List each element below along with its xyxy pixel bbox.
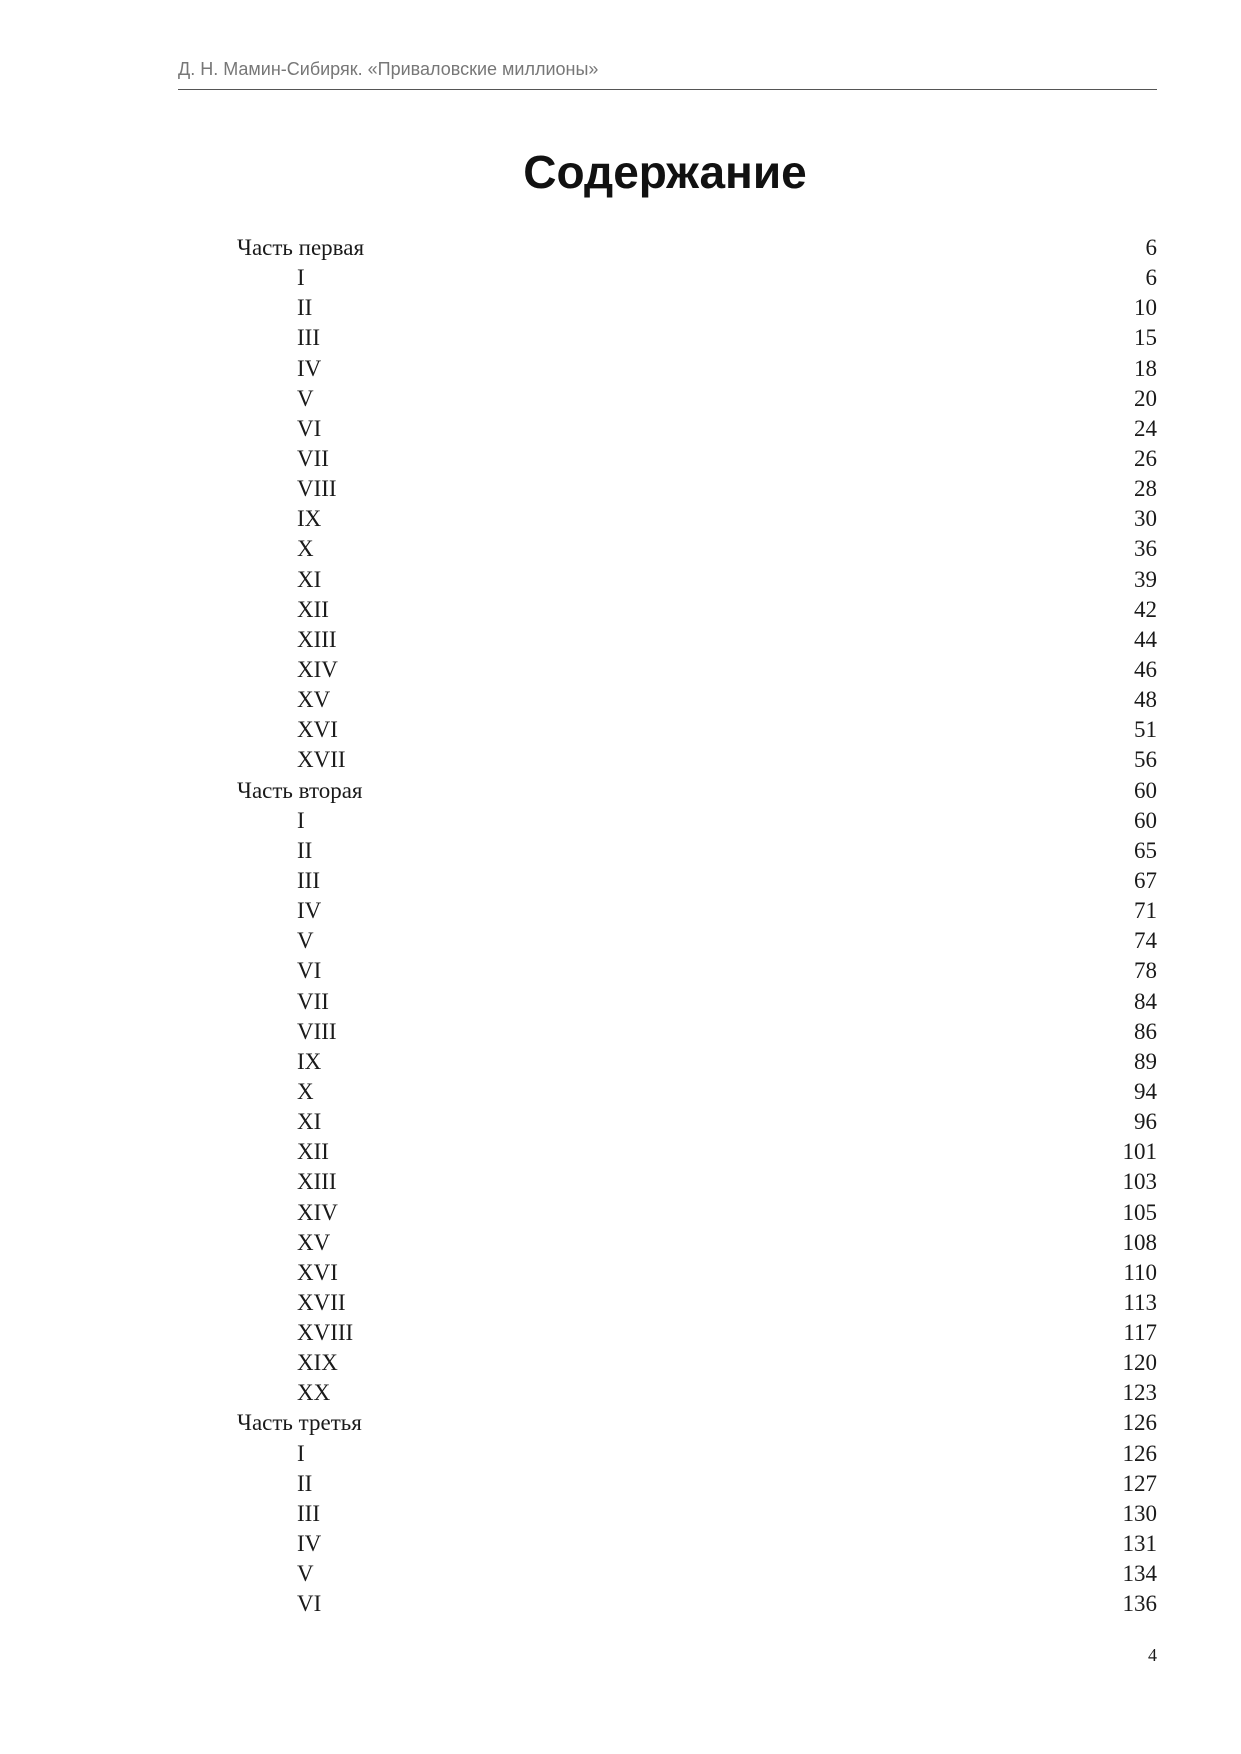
toc-entry-page-number: 48 (1134, 687, 1157, 713)
toc-entry-label: V (297, 385, 314, 411)
toc-chapter-entry[interactable] (237, 655, 1157, 685)
toc-chapter-entry[interactable] (237, 836, 1157, 866)
toc-chapter-entry[interactable] (237, 1318, 1157, 1348)
toc-entry-page-number: 126 (1122, 1440, 1157, 1466)
toc-entry-page-number: 6 (1145, 235, 1157, 260)
toc-entry-label: IV (297, 1531, 322, 1557)
toc-chapter-entry[interactable] (237, 685, 1157, 715)
toc-entry-page-number: 56 (1134, 747, 1157, 773)
toc-chapter-entry[interactable] (237, 926, 1157, 956)
toc-entry-page-number: 51 (1134, 717, 1157, 743)
toc-chapter-entry[interactable] (237, 987, 1157, 1017)
toc-entry-label: XVII (297, 1289, 346, 1315)
toc-entry-page-number: 60 (1134, 777, 1157, 803)
toc-entry-page-number: 46 (1134, 656, 1157, 682)
toc-entry-label: Часть вторая (237, 777, 363, 803)
toc-chapter-entry[interactable] (237, 1559, 1157, 1589)
toc-entry-label: XVIII (297, 1320, 354, 1346)
toc-chapter-entry[interactable] (237, 1137, 1157, 1167)
toc-entry-page-number: 134 (1122, 1561, 1157, 1587)
toc-entry-page-number: 20 (1134, 385, 1157, 411)
toc-entry-label: XI (297, 566, 322, 592)
toc-entry-label: XVI (297, 1259, 338, 1285)
toc-chapter-entry[interactable] (237, 1258, 1157, 1288)
toc-entry-page-number: 101 (1122, 1139, 1157, 1165)
toc-entry-page-number: 105 (1122, 1199, 1157, 1225)
toc-entry-page-number: 127 (1122, 1470, 1157, 1496)
toc-entry-page-number: 30 (1134, 506, 1157, 532)
toc-entry-label: XI (297, 1109, 322, 1135)
toc-chapter-entry[interactable] (237, 354, 1157, 384)
toc-entry-label: VIII (297, 476, 337, 502)
toc-entry-label: X (297, 536, 314, 562)
toc-entry-label: II (297, 295, 313, 321)
toc-entry-page-number: 131 (1122, 1531, 1157, 1557)
toc-entry-page-number: 74 (1134, 928, 1157, 954)
toc-entry-label: IX (297, 506, 322, 532)
toc-entry-label: X (297, 1078, 314, 1104)
toc-chapter-entry[interactable] (237, 1077, 1157, 1107)
toc-entry-label: V (297, 928, 314, 954)
toc-entry-label: IX (297, 1048, 322, 1074)
toc-entry-page-number: 36 (1134, 536, 1157, 562)
toc-chapter-entry[interactable] (237, 625, 1157, 655)
toc-entry-label: II (297, 1470, 313, 1496)
toc-entry-label: VII (297, 988, 329, 1014)
toc-chapter-entry[interactable] (237, 1589, 1157, 1619)
toc-chapter-entry[interactable] (237, 1348, 1157, 1378)
toc-entry-label: III (297, 867, 320, 893)
toc-entry-page-number: 18 (1134, 355, 1157, 381)
toc-entry-label: I (297, 265, 305, 291)
toc-entry-page-number: 94 (1134, 1078, 1157, 1104)
toc-chapter-entry[interactable] (237, 504, 1157, 534)
toc-entry-page-number: 110 (1123, 1259, 1157, 1285)
toc-entry-label: XX (297, 1380, 331, 1406)
toc-entry-label: XIV (297, 656, 338, 682)
toc-chapter-entry[interactable] (237, 534, 1157, 564)
toc-chapter-entry[interactable] (237, 565, 1157, 595)
toc-entry-label: IV (297, 355, 322, 381)
toc-chapter-entry[interactable] (237, 384, 1157, 414)
toc-entry-label: XII (297, 596, 329, 622)
toc-entry-label: XIII (297, 1169, 337, 1195)
toc-chapter-entry[interactable] (237, 1107, 1157, 1137)
toc-entry-page-number: 78 (1134, 958, 1157, 984)
toc-chapter-entry[interactable] (237, 745, 1157, 775)
toc-chapter-entry[interactable] (237, 1378, 1157, 1408)
toc-entry-page-number: 6 (1145, 265, 1157, 291)
toc-chapter-entry[interactable] (237, 1499, 1157, 1529)
page-number: 4 (1148, 1645, 1157, 1665)
running-header: Д. Н. Мамин-Сибиряк. «Приваловские миллионы» (178, 59, 599, 79)
toc-entry-page-number: 10 (1134, 295, 1157, 321)
toc-entry-label: XIII (297, 626, 337, 652)
toc-entry-label: Часть третья (237, 1410, 362, 1436)
toc-entry-label: VII (297, 445, 329, 471)
toc-entry-label: Часть первая (237, 235, 365, 260)
toc-chapter-entry[interactable] (237, 1017, 1157, 1047)
toc-chapter-entry[interactable] (237, 956, 1157, 986)
toc-entry-page-number: 28 (1134, 476, 1157, 502)
toc-entry-label: XVII (297, 747, 346, 773)
toc-entry-label: III (297, 325, 320, 351)
toc-entry-page-number: 71 (1134, 898, 1157, 924)
toc-chapter-entry[interactable] (237, 263, 1157, 293)
toc-entry-label: VIII (297, 1018, 337, 1044)
toc-chapter-entry[interactable] (237, 1439, 1157, 1469)
toc-entry-label: III (297, 1500, 320, 1526)
toc-chapter-entry[interactable] (237, 715, 1157, 745)
toc-chapter-entry[interactable] (237, 323, 1157, 353)
toc-entry-page-number: 60 (1134, 807, 1157, 833)
toc-entry-page-number: 89 (1134, 1048, 1157, 1074)
page-title: Содержание (523, 146, 807, 198)
toc-entry-page-number: 44 (1134, 626, 1157, 652)
toc-entry-page-number: 120 (1122, 1350, 1157, 1376)
toc-entry-label: XIX (297, 1350, 338, 1376)
toc-entry-label: XII (297, 1139, 329, 1165)
table-of-contents (237, 233, 1157, 1619)
toc-entry-label: XV (297, 1229, 331, 1255)
toc-chapter-entry[interactable] (237, 866, 1157, 896)
header-divider (178, 89, 1157, 90)
toc-entry-page-number: 117 (1123, 1320, 1157, 1346)
toc-part-entry[interactable] (237, 1408, 1157, 1438)
toc-entry-label: XIV (297, 1199, 338, 1225)
toc-entry-page-number: 39 (1134, 566, 1157, 592)
toc-entry-label: I (297, 807, 305, 833)
toc-entry-page-number: 67 (1134, 867, 1157, 893)
toc-chapter-entry[interactable] (237, 1228, 1157, 1258)
toc-entry-page-number: 84 (1134, 988, 1157, 1014)
toc-entry-page-number: 113 (1123, 1289, 1157, 1315)
toc-chapter-entry[interactable] (237, 896, 1157, 926)
toc-chapter-entry[interactable] (237, 1198, 1157, 1228)
toc-entry-page-number: 126 (1122, 1410, 1157, 1436)
toc-chapter-entry[interactable] (237, 444, 1157, 474)
toc-entry-label: XV (297, 687, 331, 713)
toc-entry-label: I (297, 1440, 305, 1466)
toc-entry-page-number: 24 (1134, 415, 1157, 441)
toc-chapter-entry[interactable] (237, 1167, 1157, 1197)
toc-entry-label: VI (297, 1591, 322, 1617)
toc-entry-page-number: 108 (1122, 1229, 1157, 1255)
toc-chapter-entry[interactable] (237, 1529, 1157, 1559)
toc-entry-page-number: 136 (1122, 1591, 1157, 1617)
toc-chapter-entry[interactable] (237, 595, 1157, 625)
toc-chapter-entry[interactable] (237, 414, 1157, 444)
toc-chapter-entry[interactable] (237, 1469, 1157, 1499)
toc-entry-label: II (297, 837, 313, 863)
toc-entry-page-number: 15 (1134, 325, 1157, 351)
toc-chapter-entry[interactable] (237, 1288, 1157, 1318)
toc-entry-page-number: 96 (1134, 1109, 1157, 1135)
toc-entry-label: XVI (297, 717, 338, 743)
toc-entry-label: VI (297, 415, 322, 441)
toc-entry-page-number: 103 (1122, 1169, 1157, 1195)
toc-entry-page-number: 86 (1134, 1018, 1157, 1044)
toc-entry-label: VI (297, 958, 322, 984)
toc-entry-page-number: 26 (1134, 445, 1157, 471)
toc-part-entry[interactable] (237, 776, 1157, 806)
toc-entry-page-number: 65 (1134, 837, 1157, 863)
toc-part-entry[interactable] (237, 233, 1157, 263)
toc-entry-page-number: 123 (1122, 1380, 1157, 1406)
toc-entry-page-number: 42 (1134, 596, 1157, 622)
toc-entry-page-number: 130 (1122, 1500, 1157, 1526)
toc-chapter-entry[interactable] (237, 293, 1157, 323)
toc-chapter-entry[interactable] (237, 474, 1157, 504)
toc-entry-label: IV (297, 898, 322, 924)
toc-chapter-entry[interactable] (237, 1047, 1157, 1077)
toc-entry-label: V (297, 1561, 314, 1587)
toc-chapter-entry[interactable] (237, 806, 1157, 836)
